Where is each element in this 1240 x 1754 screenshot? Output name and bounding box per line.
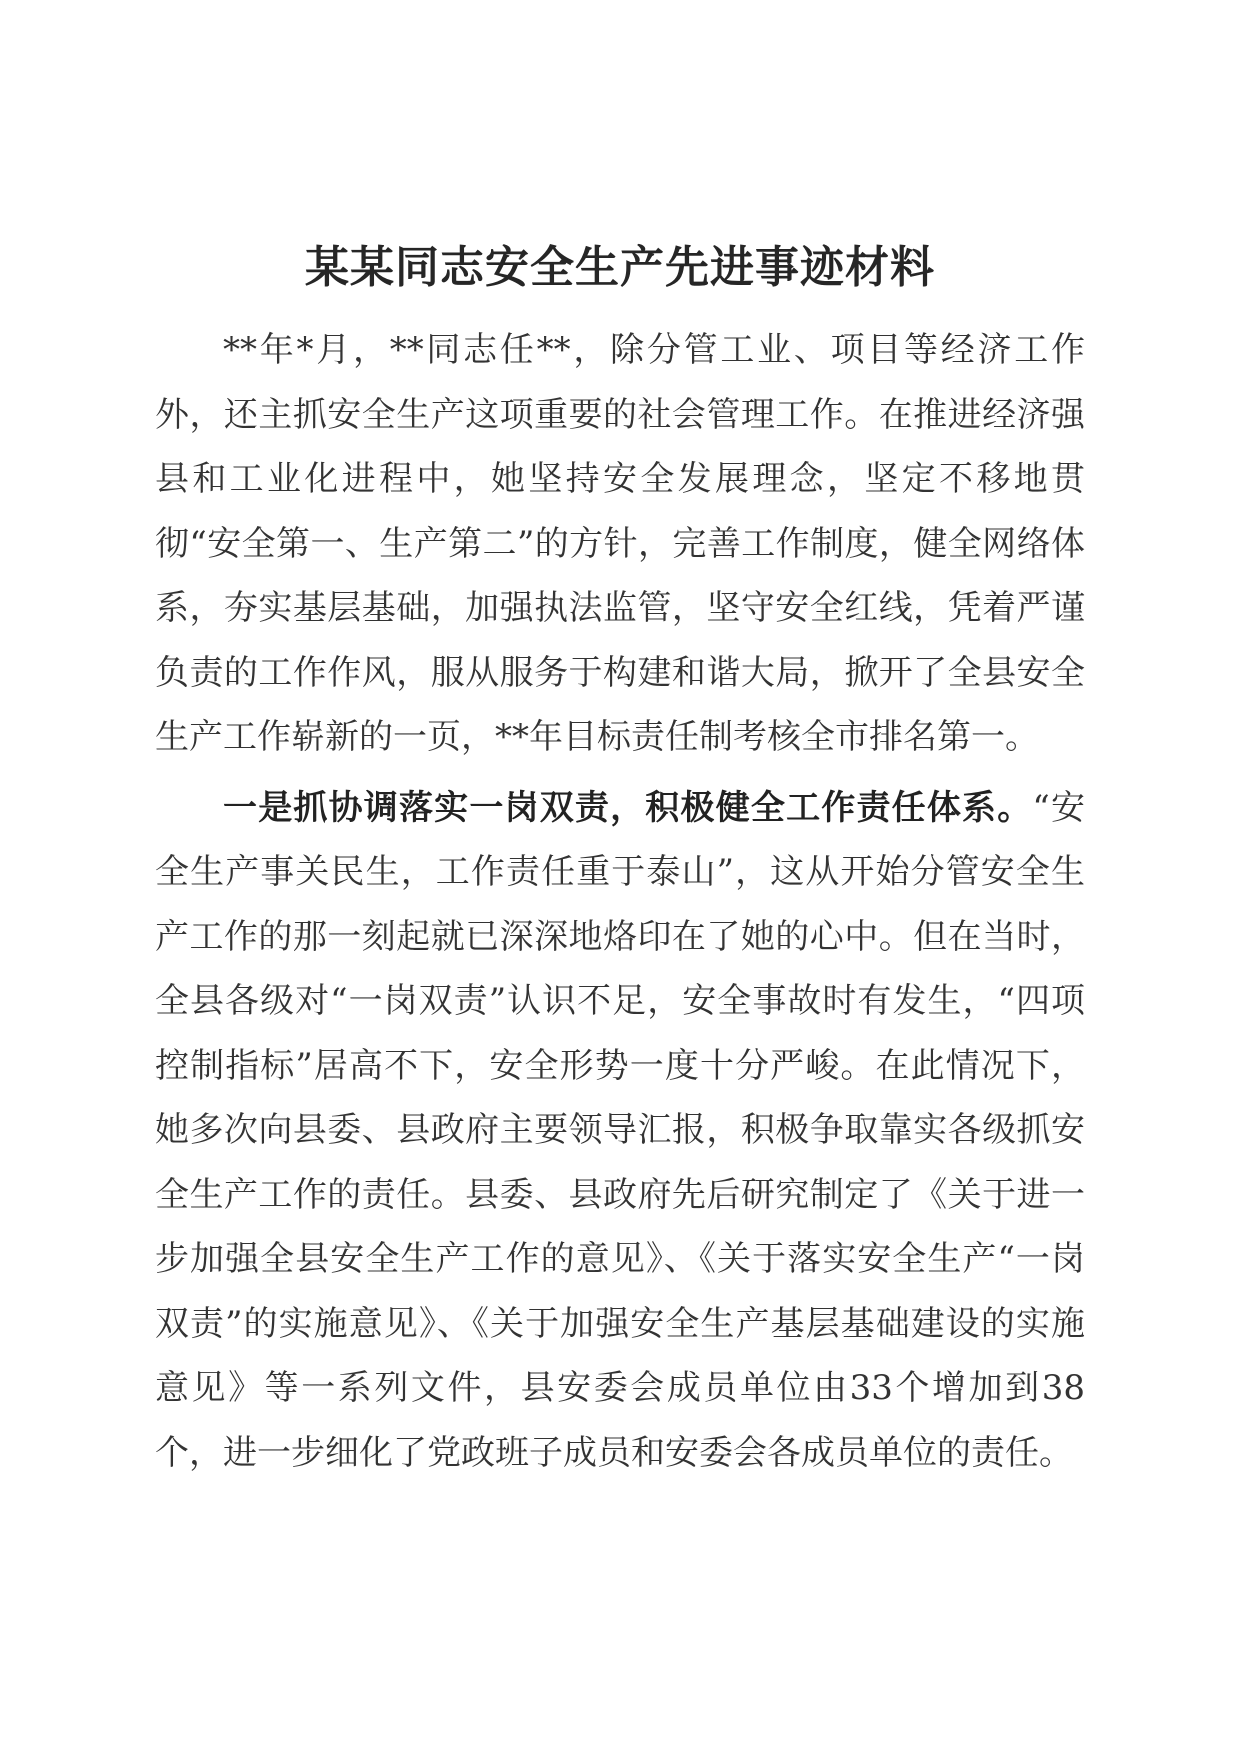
document-body [155,318,1085,1485]
paragraph-intro [155,318,1085,770]
paragraph-text: “安全生产事关民生，工作责任重于泰山”，这从开始分管安全生产工作的那一刻起就已深深地烙印在了她的心中。但在当时，全县各级对“一岗双责”认识不足，安全事故时有发生，“四项控制指标”居高不下，安全形势一度十分严峻。在此情况下，她多次向县委、县政府主要领导汇报，积极争取靠实各级抓安全生产工作的责任。县委、县政府先后研究制定了《关于进一步加强全县安全生产工作的意见》、《关于落实安全生产“一岗双责”的实施意见》、《关于加强安全生产基层基础建设的实施意见》等一系列文件，县安委会成员单位由33个增加到38个，进一步细化了党政班子成员和安委会各成员单位的责任。 [155,787,1085,1473]
document-title: 某某同志安全生产先进事迹材料 [305,242,935,293]
paragraph-responsibility [155,776,1085,1486]
paragraph-lead-heading: 一是抓协调落实一岗双责，积极健全工作责任体系。 [223,787,1033,828]
paragraph-text: **年*月，**同志任**，除分管工业、项目等经济工作外，还主抓安全生产这项重要的社会管理工作。在推进经济强县和工业化进程中，她坚持安全发展理念，坚定不移地贯彻“安全第一、生产第二”的方针，完善工作制度，健全网络体系，夯实基层基础，加强执法监管，坚守安全红线，凭着严谨负责的工作作风，服从服务于构建和谐大局，掀开了全县安全生产工作崭新的一页，**年目标责任制考核全市排名第一。 [155,330,1085,757]
